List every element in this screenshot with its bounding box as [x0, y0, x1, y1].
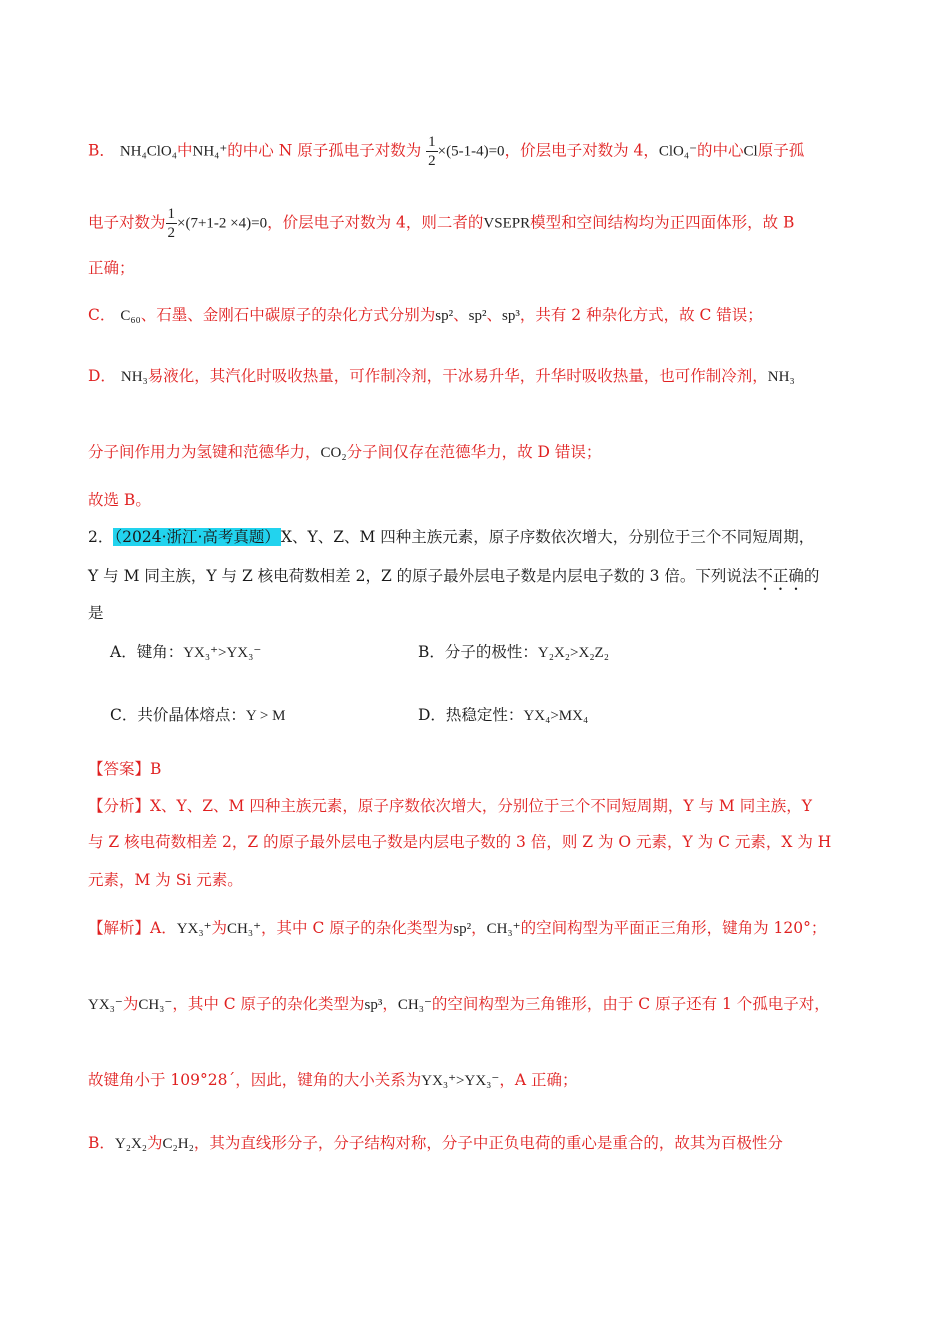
text: 原子孤: [757, 141, 805, 160]
analysis-line1: 【分析】X、Y、Z、M 四种主族元素，原子序数依次增大，分别位于三个不同短周期，Y 与 M 同主族，Y: [88, 797, 812, 815]
text: Y 与 M 同主族，Y 与 Z 核电荷数相差 2，Z 的原子最外层电子数是内层电子数的 3 倍。下列说法: [88, 567, 758, 585]
solution-heading: 【解析】A．: [88, 919, 177, 937]
option-d-explanation-line2: [88, 442, 601, 463]
option-c-explanation: [88, 305, 763, 326]
formula-ch3-minus: CH₃⁻: [138, 997, 173, 1013]
text: 正确；: [88, 259, 135, 277]
text: ，其中 C 原子的杂化类型为: [172, 995, 365, 1013]
formula-comparison: YX₃⁺>YX₃⁻: [421, 1073, 500, 1089]
text: ，A 正确；: [499, 1071, 578, 1089]
choice-label: A．键角：: [110, 643, 184, 661]
vsepr-term: VSEPR: [483, 215, 531, 232]
choice-d[interactable]: [418, 703, 588, 725]
text: 易液化，其汽化时吸收热量，可作制冷剂，干冰易升华，升华时吸收热量，也可作制冷剂，: [147, 367, 768, 385]
text: 为: [211, 919, 228, 937]
choice-c[interactable]: [110, 703, 285, 725]
choice-formula: YX₃⁺>YX₃⁻: [183, 645, 262, 661]
text: ，价层电子对数为 4，: [504, 141, 659, 160]
solution-line4: [88, 1133, 783, 1154]
solution-line3: [88, 1070, 577, 1091]
numerator: 1: [428, 134, 436, 150]
text: 中: [176, 141, 193, 160]
choice-label: D．热稳定性：: [418, 706, 524, 724]
text: 电子对数为: [88, 213, 166, 232]
text: 的: [803, 567, 820, 585]
analysis-line2: 与 Z 核电荷数相差 2，Z 的原子最外层电子数是内层电子数的 3 倍，则 Z 为 O 元素，Y 为 C 元素，X 为 H: [88, 833, 832, 851]
separator: 、: [453, 306, 469, 324]
text: 为: [122, 995, 139, 1013]
text: 分子间仅存在范德华力，故 D 错误；: [346, 443, 602, 461]
hybrid-sp2: sp²: [435, 308, 454, 324]
text: X、Y、Z、M 四种主族元素，原子序数依次增大，分别位于三个不同短周期，: [280, 528, 815, 546]
conclusion: 故选 B。: [88, 491, 151, 509]
option-label: D．: [88, 367, 116, 385]
question-2-stem-line2: [88, 566, 819, 594]
formula-clo4: ClO₄⁻: [658, 143, 698, 160]
numerator: 1: [167, 206, 176, 222]
denominator: 2: [428, 153, 436, 169]
text: 的空间构型为平面正三角形，键角为 120°；: [520, 919, 827, 937]
formula-ch3-plus: CH₃⁺: [486, 921, 521, 937]
solution-line1: [88, 918, 826, 939]
formula-ch3-plus: CH₃⁺: [227, 921, 262, 937]
question-2-stem-line1: [88, 527, 814, 547]
option-label: B．: [88, 1134, 115, 1152]
text: 为: [147, 1134, 163, 1152]
text: ，其为直线形分子，分子结构对称，分子中正负电荷的重心是重合的，故其为百极性分: [193, 1134, 783, 1152]
text: 的中心: [697, 141, 744, 160]
option-b-explanation-line1: [88, 133, 804, 170]
source-badge: （2024·浙江·高考真题）: [114, 528, 280, 546]
text: ，其中 C 原子的杂化类型为: [261, 919, 454, 937]
hybrid-sp2: sp²: [453, 921, 472, 937]
text: 故键角小于 109°28´，因此，键角的大小关系为: [88, 1071, 422, 1089]
formula-yx3-plus: YX₃⁺: [176, 921, 212, 937]
emphasis-not-correct: 不正确: [757, 567, 804, 585]
text: 分子间作用力为氢键和范德华力，: [88, 443, 321, 461]
formula-yx3-minus: YX₃⁻: [88, 997, 123, 1013]
choice-label: B．分子的极性：: [418, 643, 538, 661]
option-label: B．: [88, 141, 115, 160]
hybrid-sp3: sp³: [364, 997, 383, 1013]
formula-co2: CO₂: [320, 445, 347, 461]
option-b-explanation-line3: [88, 258, 135, 278]
formula-nh3: NH₃: [767, 369, 795, 385]
option-b-explanation-line2: [88, 205, 794, 242]
fraction-half: [166, 205, 178, 242]
formula-ch3-minus: CH₃⁻: [397, 997, 432, 1013]
choice-label: C．共价晶体熔点：: [110, 706, 246, 724]
formula-nh4: NH₄⁺: [192, 143, 228, 160]
text: 、石墨、金刚石中碳原子的杂化方式分别为: [140, 306, 436, 324]
text: 的中心 N 原子孤电子对数为: [227, 141, 422, 160]
expression-n: ×(5-1-4)=0: [437, 143, 505, 160]
text: 的空间构型为三角锥形，由于 C 原子还有 1 个孤电子对，: [431, 995, 830, 1013]
text: ，: [471, 919, 487, 937]
option-label: C．: [88, 306, 116, 324]
formula-nh4clo4: NH₄ClO₄: [119, 143, 177, 160]
text: ，共有 2 种杂化方式，故 C 错误；: [519, 306, 763, 324]
text: 模型和空间结构均为正四面体形，故 B: [530, 213, 795, 232]
choice-formula: Y > M: [245, 708, 286, 724]
denominator: 2: [167, 225, 176, 241]
text: ，价层电子对数为 4，则二者的: [267, 213, 484, 232]
formula-c2h2: C₂H₂: [162, 1136, 194, 1152]
formula-cl: Cl: [743, 143, 758, 160]
choice-formula: YX₄>MX₄: [523, 708, 589, 724]
question-number: 2．: [88, 528, 114, 546]
choice-a[interactable]: [110, 640, 261, 662]
fraction-half: [426, 133, 438, 170]
expression-cl: ×(7+1-2 ×4)=0: [177, 215, 268, 232]
hybrid-sp2: sp²: [468, 308, 487, 324]
formula-y2x2: Y₂X₂: [114, 1136, 148, 1152]
text: ，: [382, 995, 398, 1013]
option-d-explanation-line1: [88, 366, 795, 387]
question-2-stem-line3: 是: [88, 604, 104, 622]
choice-b[interactable]: [418, 640, 609, 662]
formula-nh3: NH₃: [120, 369, 148, 385]
hybrid-sp3: sp³: [502, 308, 520, 324]
formula-c60: C₆₀: [120, 308, 141, 324]
separator: 、: [486, 306, 503, 324]
choice-formula: Y₂X₂>X₂Z₂: [537, 645, 609, 661]
analysis-line3: 元素，M 为 Si 元素。: [88, 871, 243, 889]
answer: 【答案】B: [88, 760, 162, 778]
solution-line2: [88, 994, 830, 1015]
